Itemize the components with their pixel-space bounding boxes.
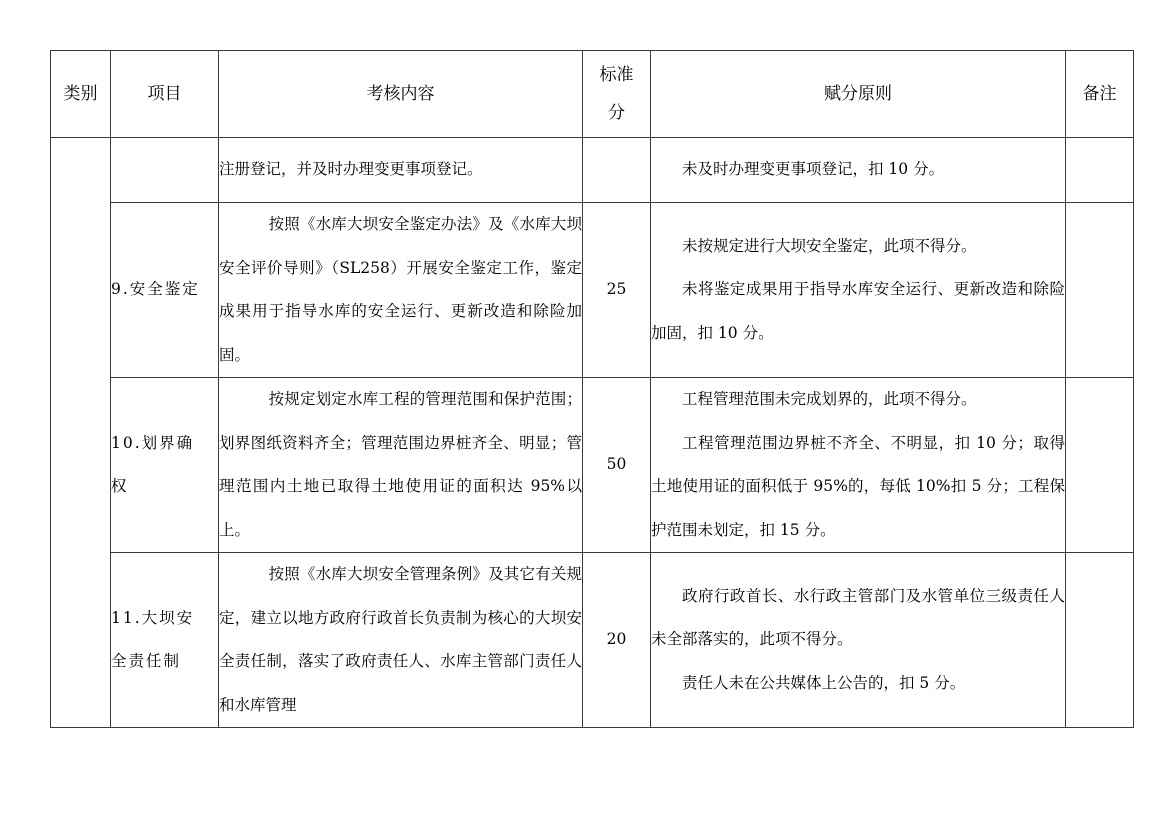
item-cell xyxy=(111,378,219,553)
rule-text: 未将鉴定成果用于指导水库安全运行、更新改造和除险加固，扣 10 分。 xyxy=(651,280,1065,342)
table-row xyxy=(51,553,1134,728)
item-cell xyxy=(111,553,219,728)
header-score xyxy=(583,51,651,138)
content-cell xyxy=(219,378,583,553)
header-rule: 赋分原则 xyxy=(651,51,1066,138)
note-cell xyxy=(1066,378,1134,553)
content-text: 按规定划定水库工程的管理范围和保护范围；划界图纸资料齐全；管理范围边界桩齐全、明显；管理范围内土地已取得土地使用证的面积达 95%以上。 xyxy=(219,390,582,539)
item-text: 全责任制 xyxy=(111,652,182,670)
score-cell: 50 xyxy=(583,378,651,553)
item-cell xyxy=(111,138,219,203)
category-cell xyxy=(51,138,111,728)
content-cell xyxy=(219,138,583,203)
score-cell: 20 xyxy=(583,553,651,728)
rule-text: 工程管理范围边界桩不齐全、不明显，扣 10 分；取得土地使用证的面积低于 95%的，每低 10%扣 5 分；工程保护范围未划定，扣 15 分。 xyxy=(651,433,1065,539)
item-text: 11.大坝安 xyxy=(111,608,195,627)
score-cell: 25 xyxy=(583,203,651,378)
header-item: 项目 xyxy=(111,51,219,138)
item-text: 权 xyxy=(111,477,129,495)
content-text: 按照《水库大坝安全鉴定办法》及《水库大坝安全评价导则》（SL258）开展安全鉴定工作，鉴定成果用于指导水库的安全运行、更新改造和除险加固。 xyxy=(219,215,582,364)
content-cell xyxy=(219,203,583,378)
header-content: 考核内容 xyxy=(219,51,583,138)
rule-cell xyxy=(651,138,1066,203)
item-cell xyxy=(111,203,219,378)
content-text: 按照《水库大坝安全管理条例》及其它有关规定，建立以地方政府行政首长负责制为核心的大坝安全责任制，落实了政府责任人、水库主管部门责任人和水库管理 xyxy=(219,565,582,714)
item-text: 10.划界确 xyxy=(111,433,195,452)
rule-cell xyxy=(651,203,1066,378)
table-row xyxy=(51,203,1134,378)
content-cell xyxy=(219,553,583,728)
note-cell xyxy=(1066,203,1134,378)
item-text: 9.安全鉴定 xyxy=(111,280,200,299)
header-category: 类别 xyxy=(51,51,111,138)
note-cell xyxy=(1066,138,1134,203)
content-text: 注册登记，并及时办理变更事项登记。 xyxy=(219,160,483,179)
table-row xyxy=(51,138,1134,203)
rule-text: 未按规定进行大坝安全鉴定，此项不得分。 xyxy=(682,236,977,255)
header-score-line1: 标准 xyxy=(599,65,634,85)
rule-text: 责任人未在公共媒体上公告的，扣 5 分。 xyxy=(682,673,966,692)
rule-text: 工程管理范围未完成划界的，此项不得分。 xyxy=(682,390,977,408)
rule-cell xyxy=(651,553,1066,728)
assessment-table xyxy=(50,50,1134,728)
score-cell xyxy=(583,138,651,203)
note-cell xyxy=(1066,553,1134,728)
rule-text: 未及时办理变更事项登记，扣 10 分。 xyxy=(682,160,945,179)
table-header-row xyxy=(51,51,1134,138)
table-row xyxy=(51,378,1134,553)
header-note: 备注 xyxy=(1066,51,1134,138)
header-score-line2: 分 xyxy=(608,103,625,123)
rule-text: 政府行政首长、水行政主管部门及水管单位三级责任人未全部落实的，此项不得分。 xyxy=(651,586,1065,649)
rule-cell xyxy=(651,378,1066,553)
